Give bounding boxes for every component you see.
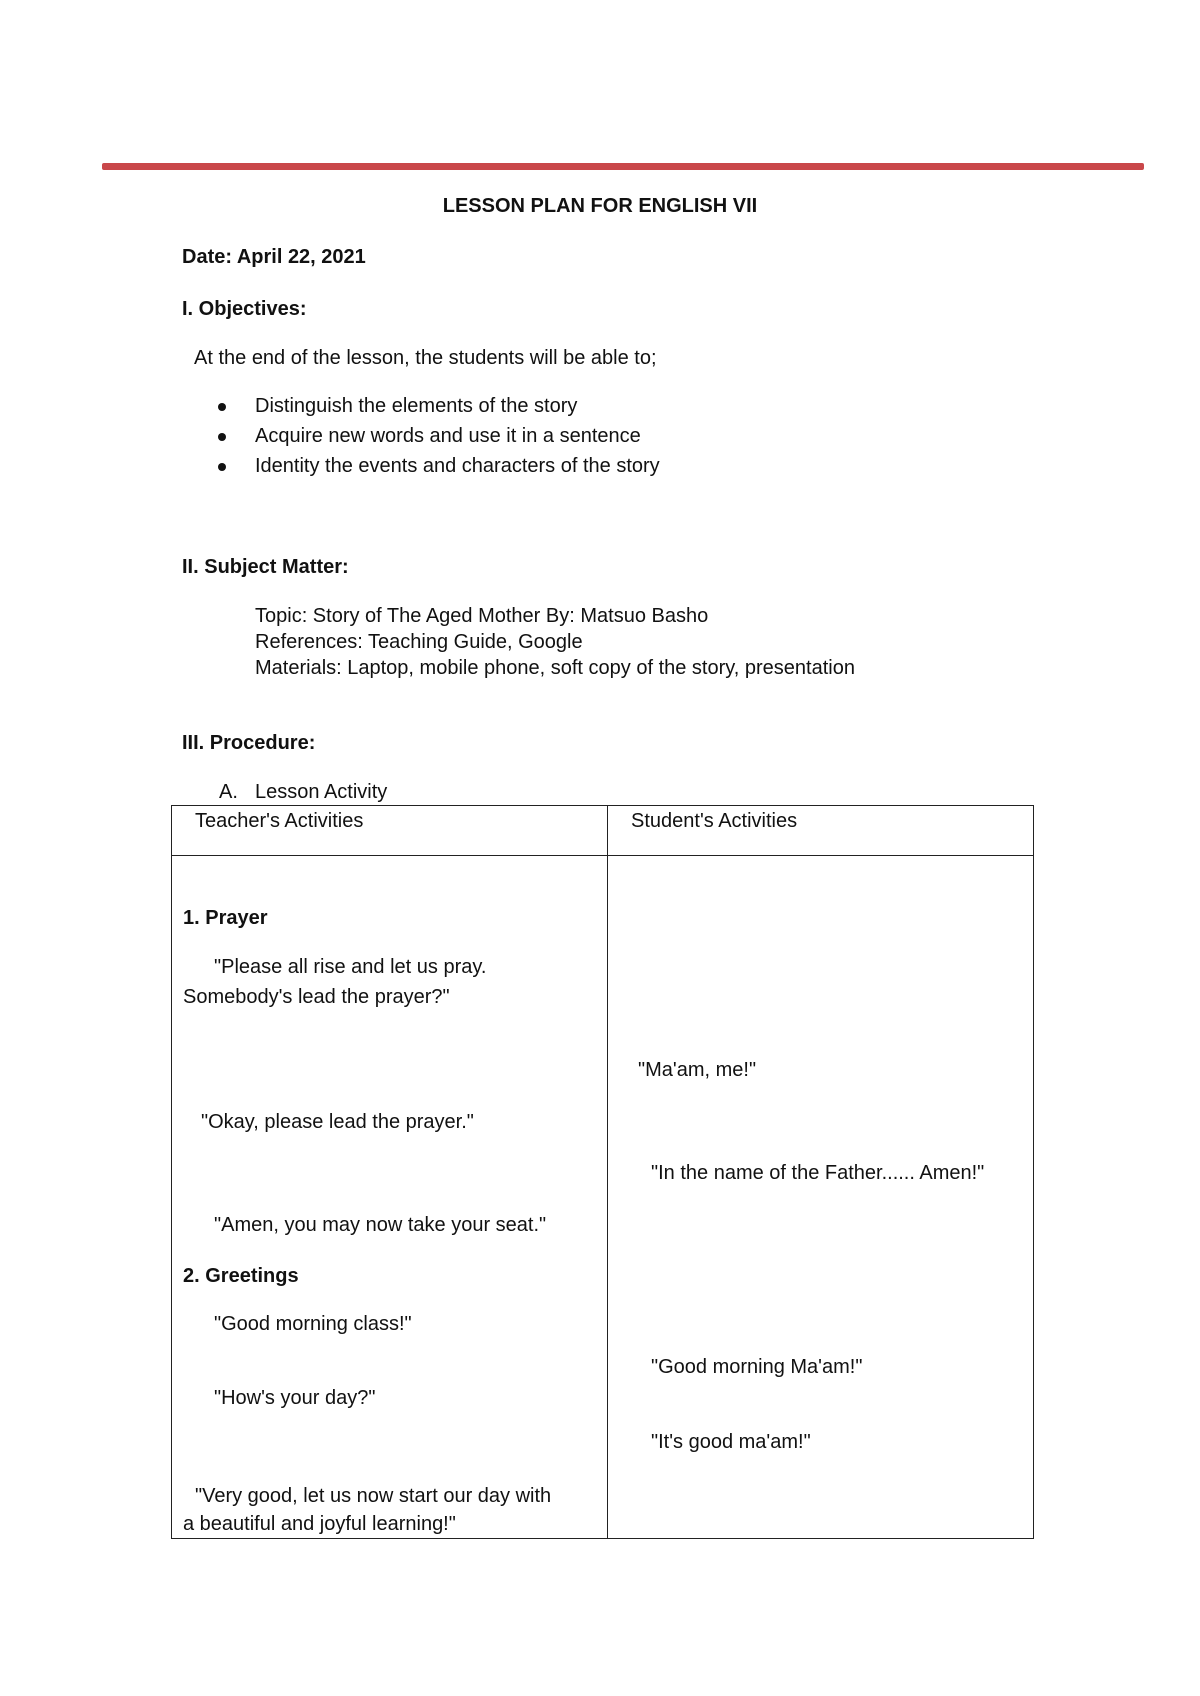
student-line: "Good morning Ma'am!" [651, 1356, 863, 1378]
objective-item: Distinguish the elements of the story [255, 395, 578, 417]
teacher-column-header [172, 806, 608, 856]
activity-table [171, 805, 1034, 1539]
teacher-line: a beautiful and joyful learning!" [183, 1513, 456, 1535]
subject-topic: Topic: Story of The Aged Mother By: Matsuo Basho [255, 605, 709, 627]
student-line: "Ma'am, me!" [638, 1059, 757, 1081]
lesson-date: Date: April 22, 2021 [182, 246, 366, 268]
student-column-header [608, 806, 1034, 856]
procedure-sub-label: A. [219, 781, 238, 803]
prayer-heading: 1. Prayer [183, 907, 268, 929]
objective-item: Acquire new words and use it in a sentence [255, 425, 641, 447]
teacher-column-label: Teacher's Activities [195, 810, 364, 832]
objective-item: Identity the events and characters of the story [255, 455, 660, 477]
teacher-line: Somebody's lead the prayer?" [183, 986, 450, 1008]
subject-matter-heading: II. Subject Matter: [182, 556, 349, 578]
student-line: "In the name of the Father...... Amen!" [651, 1162, 985, 1184]
teacher-line: "Good morning class!" [214, 1313, 412, 1335]
document-title: LESSON PLAN FOR ENGLISH VII [442, 195, 758, 217]
student-column-label: Student's Activities [631, 810, 798, 832]
student-line: "It's good ma'am!" [651, 1431, 811, 1453]
teacher-activities-cell [172, 856, 608, 1539]
procedure-sub-heading: Lesson Activity [255, 781, 388, 803]
objectives-heading: I. Objectives: [182, 298, 307, 320]
bullet-icon [218, 403, 226, 411]
bullet-icon [218, 463, 226, 471]
bullet-icon [218, 433, 226, 441]
procedure-heading: III. Procedure: [182, 732, 316, 754]
subject-materials: Materials: Laptop, mobile phone, soft copy of the story, presentation [255, 657, 855, 679]
greetings-heading: 2. Greetings [183, 1265, 299, 1287]
header-rule [102, 163, 1144, 170]
teacher-line: "Please all rise and let us pray. [214, 956, 487, 978]
teacher-line: "How's your day?" [214, 1387, 376, 1409]
teacher-line: "Amen, you may now take your seat." [214, 1214, 547, 1236]
teacher-line: "Very good, let us now start our day with [195, 1485, 552, 1507]
objectives-intro: At the end of the lesson, the students will be able to; [194, 347, 657, 369]
student-activities-cell [608, 856, 1034, 1539]
subject-references: References: Teaching Guide, Google [255, 631, 583, 653]
teacher-line: "Okay, please lead the prayer." [201, 1111, 474, 1133]
